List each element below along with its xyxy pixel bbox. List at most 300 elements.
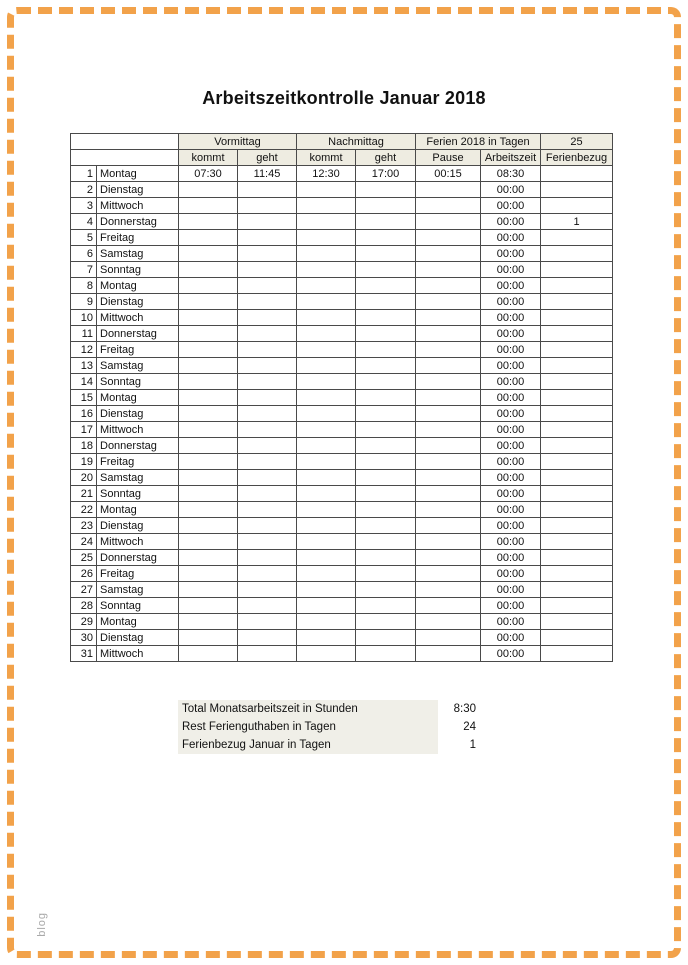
table-row xyxy=(71,374,613,390)
cell-pause xyxy=(416,310,481,326)
cell-vormittag-kommt xyxy=(179,630,238,646)
cell-vormittag-kommt xyxy=(179,406,238,422)
cell-nachmittag-kommt xyxy=(297,358,356,374)
cell-day-number: 30 xyxy=(71,630,97,646)
cell-day-number: 21 xyxy=(71,486,97,502)
table-row xyxy=(71,342,613,358)
table-row xyxy=(71,310,613,326)
table-row xyxy=(71,534,613,550)
cell-day-number: 25 xyxy=(71,550,97,566)
cell-vormittag-kommt xyxy=(179,230,238,246)
cell-vormittag-geht xyxy=(238,246,297,262)
cell-day-number: 5 xyxy=(71,230,97,246)
cell-vormittag-geht xyxy=(238,486,297,502)
cell-vormittag-kommt xyxy=(179,470,238,486)
cell-pause xyxy=(416,358,481,374)
cell-ferienbezug xyxy=(541,390,613,406)
cell-ferienbezug xyxy=(541,422,613,438)
cell-nachmittag-geht xyxy=(356,406,416,422)
cell-ferienbezug xyxy=(541,198,613,214)
cell-ferienbezug xyxy=(541,374,613,390)
cell-day-number: 24 xyxy=(71,534,97,550)
cell-ferienbezug xyxy=(541,614,613,630)
cell-day-name: Dienstag xyxy=(97,518,179,534)
cell-day-name: Donnerstag xyxy=(97,550,179,566)
cell-arbeitszeit: 00:00 xyxy=(481,294,541,310)
cell-nachmittag-kommt xyxy=(297,326,356,342)
cell-nachmittag-kommt xyxy=(297,470,356,486)
cell-arbeitszeit: 00:00 xyxy=(481,246,541,262)
cell-nachmittag-geht xyxy=(356,214,416,230)
cell-nachmittag-kommt xyxy=(297,422,356,438)
cell-vormittag-geht xyxy=(238,182,297,198)
summary-label: Ferienbezug Januar in Tagen xyxy=(178,736,438,754)
cell-pause xyxy=(416,614,481,630)
cell-day-number: 9 xyxy=(71,294,97,310)
table-row xyxy=(71,198,613,214)
cell-nachmittag-geht xyxy=(356,502,416,518)
cell-day-number: 22 xyxy=(71,502,97,518)
cell-nachmittag-geht xyxy=(356,198,416,214)
table-row xyxy=(71,454,613,470)
table-row xyxy=(71,566,613,582)
cell-vormittag-kommt xyxy=(179,422,238,438)
header-arbeitszeit: Arbeitszeit xyxy=(481,150,541,166)
cell-vormittag-geht xyxy=(238,294,297,310)
cell-arbeitszeit: 00:00 xyxy=(481,406,541,422)
cell-day-number: 27 xyxy=(71,582,97,598)
cell-nachmittag-geht xyxy=(356,342,416,358)
table-row xyxy=(71,614,613,630)
cell-ferienbezug xyxy=(541,246,613,262)
cell-arbeitszeit: 00:00 xyxy=(481,470,541,486)
cell-vormittag-kommt xyxy=(179,582,238,598)
header-ferienbezug: Ferienbezug xyxy=(541,150,613,166)
summary-row xyxy=(178,700,478,718)
cell-arbeitszeit: 00:00 xyxy=(481,374,541,390)
summary-label: Rest Ferienguthaben in Tagen xyxy=(178,718,438,736)
cell-ferienbezug xyxy=(541,566,613,582)
cell-nachmittag-geht xyxy=(356,422,416,438)
cell-pause xyxy=(416,230,481,246)
cell-arbeitszeit: 00:00 xyxy=(481,566,541,582)
cell-pause xyxy=(416,262,481,278)
cell-nachmittag-geht xyxy=(356,470,416,486)
table-row xyxy=(71,646,613,662)
cell-vormittag-geht xyxy=(238,502,297,518)
cell-ferienbezug xyxy=(541,262,613,278)
cell-vormittag-geht xyxy=(238,422,297,438)
cell-pause xyxy=(416,486,481,502)
cell-arbeitszeit: 00:00 xyxy=(481,582,541,598)
cell-ferienbezug xyxy=(541,646,613,662)
cell-ferienbezug xyxy=(541,534,613,550)
cell-nachmittag-geht xyxy=(356,358,416,374)
header-kommt-vormittag: kommt xyxy=(179,150,238,166)
cell-nachmittag-kommt xyxy=(297,534,356,550)
cell-day-name: Samstag xyxy=(97,358,179,374)
cell-nachmittag-geht xyxy=(356,310,416,326)
summary-label: Total Monatsarbeitszeit in Stunden xyxy=(178,700,438,718)
cell-arbeitszeit: 08:30 xyxy=(481,166,541,182)
cell-nachmittag-geht xyxy=(356,390,416,406)
cell-day-number: 10 xyxy=(71,310,97,326)
cell-day-name: Freitag xyxy=(97,230,179,246)
cell-nachmittag-kommt xyxy=(297,278,356,294)
cell-day-number: 18 xyxy=(71,438,97,454)
cell-day-name: Samstag xyxy=(97,470,179,486)
cell-nachmittag-kommt xyxy=(297,246,356,262)
cell-pause xyxy=(416,566,481,582)
cell-nachmittag-geht xyxy=(356,182,416,198)
cell-arbeitszeit: 00:00 xyxy=(481,518,541,534)
table-row xyxy=(71,326,613,342)
cell-nachmittag-geht xyxy=(356,630,416,646)
cell-vormittag-geht xyxy=(238,598,297,614)
cell-arbeitszeit: 00:00 xyxy=(481,326,541,342)
cell-day-name: Sonntag xyxy=(97,598,179,614)
cell-pause xyxy=(416,550,481,566)
watermark-text: blog xyxy=(36,912,48,937)
cell-vormittag-geht xyxy=(238,550,297,566)
summary-value: 24 xyxy=(463,721,476,733)
cell-vormittag-geht: 11:45 xyxy=(238,166,297,182)
cell-day-number: 7 xyxy=(71,262,97,278)
table-row xyxy=(71,294,613,310)
cell-vormittag-geht xyxy=(238,534,297,550)
cell-nachmittag-kommt xyxy=(297,198,356,214)
table-row xyxy=(71,214,613,230)
cell-nachmittag-kommt xyxy=(297,390,356,406)
header-kommt-nachmittag: kommt xyxy=(297,150,356,166)
cell-arbeitszeit: 00:00 xyxy=(481,454,541,470)
cell-day-number: 19 xyxy=(71,454,97,470)
cell-vormittag-kommt xyxy=(179,278,238,294)
cell-day-number: 31 xyxy=(71,646,97,662)
cell-ferienbezug xyxy=(541,358,613,374)
cell-nachmittag-kommt xyxy=(297,342,356,358)
cell-vormittag-geht xyxy=(238,614,297,630)
cell-ferienbezug xyxy=(541,326,613,342)
table-row xyxy=(71,166,613,182)
table-row xyxy=(71,390,613,406)
cell-nachmittag-kommt xyxy=(297,294,356,310)
cell-vormittag-geht xyxy=(238,438,297,454)
cell-day-name: Mittwoch xyxy=(97,198,179,214)
cell-arbeitszeit: 00:00 xyxy=(481,278,541,294)
cell-pause xyxy=(416,630,481,646)
header-ferien-2018: Ferien 2018 in Tagen xyxy=(416,134,541,150)
cell-pause xyxy=(416,502,481,518)
cell-vormittag-kommt xyxy=(179,198,238,214)
cell-day-name: Samstag xyxy=(97,582,179,598)
cell-arbeitszeit: 00:00 xyxy=(481,438,541,454)
cell-day-name: Montag xyxy=(97,278,179,294)
cell-day-name: Donnerstag xyxy=(97,214,179,230)
cell-nachmittag-geht xyxy=(356,262,416,278)
cell-nachmittag-kommt xyxy=(297,486,356,502)
cell-arbeitszeit: 00:00 xyxy=(481,646,541,662)
cell-vormittag-kommt xyxy=(179,646,238,662)
cell-day-number: 1 xyxy=(71,166,97,182)
cell-day-number: 14 xyxy=(71,374,97,390)
cell-arbeitszeit: 00:00 xyxy=(481,614,541,630)
cell-nachmittag-geht xyxy=(356,614,416,630)
cell-day-number: 4 xyxy=(71,214,97,230)
cell-nachmittag-geht xyxy=(356,534,416,550)
cell-arbeitszeit: 00:00 xyxy=(481,422,541,438)
cell-day-number: 17 xyxy=(71,422,97,438)
cell-arbeitszeit: 00:00 xyxy=(481,342,541,358)
header-row-columns xyxy=(71,150,613,166)
cell-nachmittag-geht xyxy=(356,486,416,502)
cell-day-number: 15 xyxy=(71,390,97,406)
cell-vormittag-kommt xyxy=(179,518,238,534)
summary-value: 8:30 xyxy=(453,703,476,715)
table-body xyxy=(71,166,613,662)
cell-ferienbezug xyxy=(541,630,613,646)
cell-nachmittag-kommt xyxy=(297,518,356,534)
cell-vormittag-geht xyxy=(238,390,297,406)
cell-vormittag-kommt xyxy=(179,246,238,262)
cell-vormittag-kommt xyxy=(179,214,238,230)
cell-vormittag-kommt xyxy=(179,454,238,470)
cell-vormittag-geht xyxy=(238,470,297,486)
cell-vormittag-geht xyxy=(238,326,297,342)
cell-day-name: Montag xyxy=(97,502,179,518)
cell-nachmittag-geht xyxy=(356,518,416,534)
cell-ferienbezug xyxy=(541,406,613,422)
cell-vormittag-kommt xyxy=(179,534,238,550)
cell-nachmittag-kommt: 12:30 xyxy=(297,166,356,182)
cell-vormittag-geht xyxy=(238,198,297,214)
cell-day-name: Sonntag xyxy=(97,262,179,278)
cell-day-number: 20 xyxy=(71,470,97,486)
cell-arbeitszeit: 00:00 xyxy=(481,198,541,214)
cell-nachmittag-kommt xyxy=(297,230,356,246)
cell-arbeitszeit: 00:00 xyxy=(481,550,541,566)
cell-nachmittag-kommt xyxy=(297,262,356,278)
cell-nachmittag-geht xyxy=(356,230,416,246)
header-vormittag: Vormittag xyxy=(179,134,297,150)
cell-day-name: Dienstag xyxy=(97,182,179,198)
table-row xyxy=(71,598,613,614)
summary-row xyxy=(178,718,478,736)
header-geht-vormittag: geht xyxy=(238,150,297,166)
cell-pause xyxy=(416,294,481,310)
cell-pause xyxy=(416,438,481,454)
cell-vormittag-geht xyxy=(238,518,297,534)
header-geht-nachmittag: geht xyxy=(356,150,416,166)
cell-nachmittag-geht xyxy=(356,550,416,566)
cell-pause xyxy=(416,246,481,262)
cell-pause xyxy=(416,342,481,358)
table-row xyxy=(71,358,613,374)
cell-pause xyxy=(416,422,481,438)
cell-arbeitszeit: 00:00 xyxy=(481,502,541,518)
cell-vormittag-kommt xyxy=(179,598,238,614)
cell-ferienbezug: 1 xyxy=(541,214,613,230)
cell-vormittag-kommt xyxy=(179,182,238,198)
cell-vormittag-geht xyxy=(238,374,297,390)
cell-nachmittag-kommt xyxy=(297,598,356,614)
summary-row xyxy=(178,736,478,754)
cell-nachmittag-kommt xyxy=(297,582,356,598)
cell-vormittag-kommt xyxy=(179,486,238,502)
cell-vormittag-kommt xyxy=(179,502,238,518)
cell-nachmittag-geht xyxy=(356,646,416,662)
cell-day-number: 12 xyxy=(71,342,97,358)
cell-day-name: Freitag xyxy=(97,566,179,582)
cell-pause xyxy=(416,182,481,198)
cell-day-name: Mittwoch xyxy=(97,534,179,550)
header-nachmittag: Nachmittag xyxy=(297,134,416,150)
cell-arbeitszeit: 00:00 xyxy=(481,262,541,278)
cell-pause xyxy=(416,278,481,294)
cell-ferienbezug xyxy=(541,310,613,326)
cell-arbeitszeit: 00:00 xyxy=(481,534,541,550)
cell-nachmittag-kommt xyxy=(297,310,356,326)
header-spacer xyxy=(71,150,179,166)
summary-value: 1 xyxy=(469,739,476,751)
table-row xyxy=(71,230,613,246)
cell-vormittag-kommt xyxy=(179,438,238,454)
cell-vormittag-kommt xyxy=(179,310,238,326)
cell-pause xyxy=(416,198,481,214)
cell-pause xyxy=(416,598,481,614)
cell-pause xyxy=(416,470,481,486)
cell-nachmittag-geht xyxy=(356,374,416,390)
cell-day-number: 29 xyxy=(71,614,97,630)
cell-day-number: 28 xyxy=(71,598,97,614)
cell-vormittag-geht xyxy=(238,262,297,278)
cell-nachmittag-geht xyxy=(356,438,416,454)
cell-ferienbezug xyxy=(541,486,613,502)
cell-nachmittag-geht xyxy=(356,326,416,342)
cell-day-name: Montag xyxy=(97,166,179,182)
cell-day-name: Dienstag xyxy=(97,294,179,310)
cell-vormittag-kommt xyxy=(179,326,238,342)
cell-nachmittag-geht: 17:00 xyxy=(356,166,416,182)
cell-ferienbezug xyxy=(541,294,613,310)
cell-ferienbezug xyxy=(541,454,613,470)
cell-ferienbezug xyxy=(541,582,613,598)
cell-nachmittag-kommt xyxy=(297,406,356,422)
cell-pause xyxy=(416,582,481,598)
cell-day-name: Dienstag xyxy=(97,406,179,422)
cell-vormittag-kommt xyxy=(179,550,238,566)
cell-vormittag-geht xyxy=(238,630,297,646)
cell-ferienbezug xyxy=(541,166,613,182)
table-row xyxy=(71,630,613,646)
page-title: Arbeitszeitkontrolle Januar 2018 xyxy=(202,88,486,108)
cell-ferienbezug xyxy=(541,470,613,486)
cell-pause xyxy=(416,646,481,662)
cell-day-name: Sonntag xyxy=(97,486,179,502)
cell-nachmittag-geht xyxy=(356,582,416,598)
cell-nachmittag-geht xyxy=(356,598,416,614)
cell-day-number: 16 xyxy=(71,406,97,422)
cell-vormittag-kommt: 07:30 xyxy=(179,166,238,182)
cell-vormittag-geht xyxy=(238,230,297,246)
cell-nachmittag-geht xyxy=(356,294,416,310)
cell-day-number: 6 xyxy=(71,246,97,262)
cell-nachmittag-kommt xyxy=(297,374,356,390)
cell-vormittag-geht xyxy=(238,454,297,470)
cell-ferienbezug xyxy=(541,502,613,518)
cell-nachmittag-kommt xyxy=(297,182,356,198)
header-row-groups xyxy=(71,134,613,150)
cell-day-name: Montag xyxy=(97,390,179,406)
cell-vormittag-geht xyxy=(238,646,297,662)
cell-nachmittag-kommt xyxy=(297,566,356,582)
cell-nachmittag-kommt xyxy=(297,646,356,662)
cell-nachmittag-kommt xyxy=(297,214,356,230)
cell-vormittag-geht xyxy=(238,278,297,294)
cell-vormittag-kommt xyxy=(179,342,238,358)
cell-nachmittag-kommt xyxy=(297,550,356,566)
table-row xyxy=(71,278,613,294)
header-spacer xyxy=(71,134,179,150)
cell-day-number: 23 xyxy=(71,518,97,534)
table-row xyxy=(71,438,613,454)
cell-pause xyxy=(416,406,481,422)
cell-vormittag-geht xyxy=(238,582,297,598)
cell-vormittag-kommt xyxy=(179,294,238,310)
cell-ferienbezug xyxy=(541,438,613,454)
cell-day-number: 26 xyxy=(71,566,97,582)
cell-nachmittag-geht xyxy=(356,278,416,294)
cell-ferienbezug xyxy=(541,598,613,614)
cell-vormittag-kommt xyxy=(179,614,238,630)
cell-nachmittag-kommt xyxy=(297,614,356,630)
cell-arbeitszeit: 00:00 xyxy=(481,390,541,406)
table-row xyxy=(71,486,613,502)
cell-day-name: Donnerstag xyxy=(97,326,179,342)
cell-vormittag-kommt xyxy=(179,566,238,582)
table-head-rows xyxy=(71,134,613,166)
cell-vormittag-geht xyxy=(238,358,297,374)
cell-ferienbezug xyxy=(541,342,613,358)
cell-vormittag-kommt xyxy=(179,358,238,374)
cell-day-name: Donnerstag xyxy=(97,438,179,454)
cell-nachmittag-kommt xyxy=(297,438,356,454)
summary-block xyxy=(178,700,478,754)
cell-arbeitszeit: 00:00 xyxy=(481,358,541,374)
cell-pause xyxy=(416,518,481,534)
cell-arbeitszeit: 00:00 xyxy=(481,486,541,502)
cell-pause xyxy=(416,390,481,406)
cell-pause: 00:15 xyxy=(416,166,481,182)
cell-day-name: Mittwoch xyxy=(97,422,179,438)
table-row xyxy=(71,550,613,566)
table-row xyxy=(71,246,613,262)
cell-vormittag-kommt xyxy=(179,374,238,390)
table-row xyxy=(71,182,613,198)
header-pause: Pause xyxy=(416,150,481,166)
cell-ferienbezug xyxy=(541,550,613,566)
cell-arbeitszeit: 00:00 xyxy=(481,214,541,230)
cell-day-name: Montag xyxy=(97,614,179,630)
table-row xyxy=(71,262,613,278)
cell-nachmittag-kommt xyxy=(297,454,356,470)
cell-ferienbezug xyxy=(541,182,613,198)
table-row xyxy=(71,470,613,486)
cell-vormittag-geht xyxy=(238,406,297,422)
table-row xyxy=(71,422,613,438)
cell-nachmittag-kommt xyxy=(297,630,356,646)
cell-pause xyxy=(416,374,481,390)
